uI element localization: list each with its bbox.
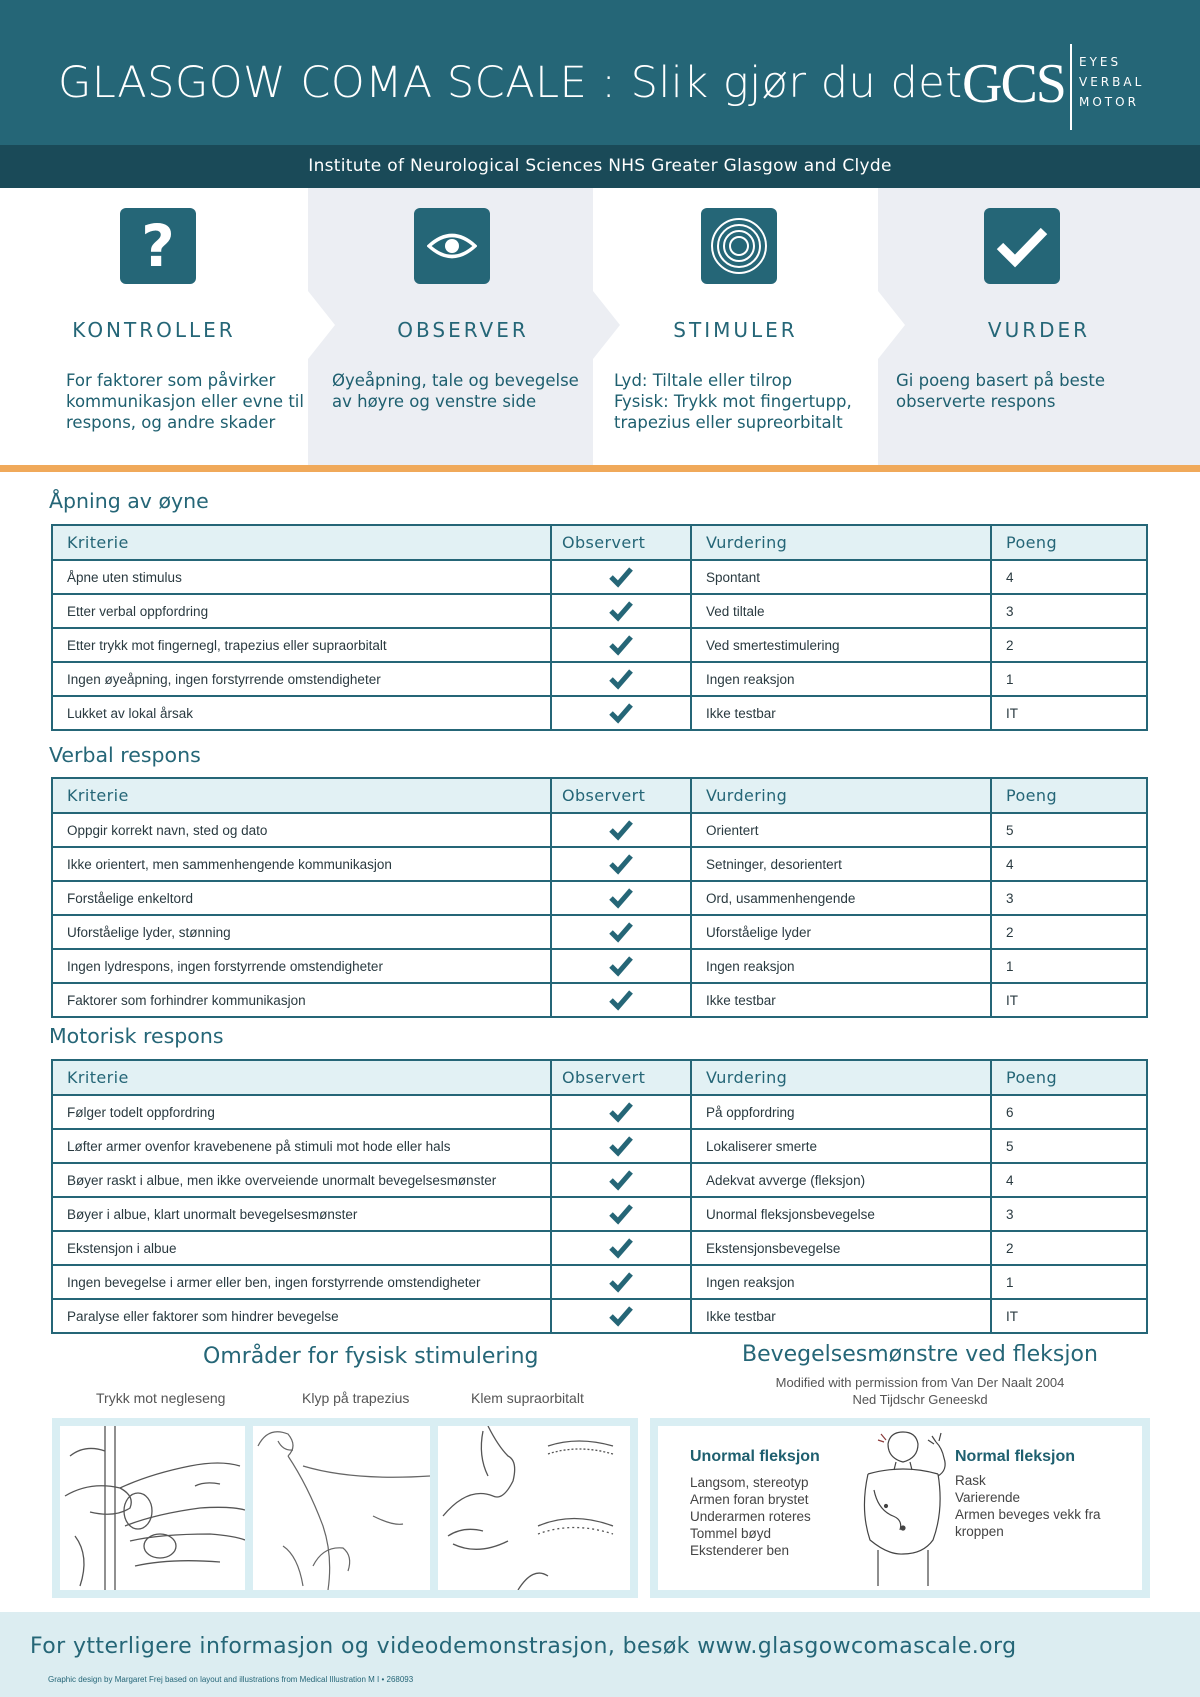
verbal-response-table xyxy=(51,777,1148,1018)
flexion-credit xyxy=(700,1374,1140,1408)
table-row xyxy=(52,1265,1147,1299)
rating-cell: Ingen reaksjon xyxy=(691,1265,991,1299)
photo-label-nailbed: Trykk mot negleseng xyxy=(96,1390,226,1406)
step-title: VURDER xyxy=(987,318,1091,342)
stimulation-illustrations xyxy=(52,1418,638,1598)
column-header-rating: Vurdering xyxy=(691,1060,991,1095)
rating-cell: På oppfordring xyxy=(691,1095,991,1129)
list-item: Tommel bøyd xyxy=(690,1526,772,1541)
step-observer xyxy=(308,188,593,465)
column-header-criteria: Kriterie xyxy=(52,778,551,813)
logo-divider xyxy=(1070,44,1072,130)
observed-cell xyxy=(551,1129,691,1163)
footer-website-text: For ytterligere informasjon og videodemonstrasjon, besøk www.glasgowcomascale.org xyxy=(30,1634,1017,1659)
criteria-cell: Åpne uten stimulus xyxy=(52,560,551,594)
criteria-cell: Følger todelt oppfordring xyxy=(52,1095,551,1129)
target-icon xyxy=(701,208,777,284)
checkmark-icon xyxy=(608,989,634,1011)
score-cell: IT xyxy=(991,1299,1147,1333)
table-row xyxy=(52,1231,1147,1265)
score-cell: 5 xyxy=(991,1129,1147,1163)
section-title-verbal: Verbal respons xyxy=(49,743,201,767)
criteria-cell: Ikke orientert, men sammenhengende kommunikasjon xyxy=(52,847,551,881)
table-header-row xyxy=(52,525,1147,560)
flexion-credit-line2: Ned Tijdschr Geneeskd xyxy=(852,1392,988,1407)
table-row xyxy=(52,915,1147,949)
list-item: kroppen xyxy=(955,1524,1004,1539)
rating-cell: Unormal fleksjonsbevegelse xyxy=(691,1197,991,1231)
score-cell: 2 xyxy=(991,915,1147,949)
checkmark-icon xyxy=(608,1271,634,1293)
list-item: Varierende xyxy=(955,1490,1021,1505)
observed-cell xyxy=(551,696,691,730)
score-cell: 4 xyxy=(991,847,1147,881)
rating-cell: Ingen reaksjon xyxy=(691,949,991,983)
column-header-rating: Vurdering xyxy=(691,525,991,560)
rating-cell: Ved smertestimulering xyxy=(691,628,991,662)
score-cell: IT xyxy=(991,696,1147,730)
checkmark-icon xyxy=(608,955,634,977)
column-header-score: Poeng xyxy=(991,1060,1147,1095)
page-title: GLASGOW COMA SCALE : Slik gjør du det xyxy=(58,58,963,108)
column-header-observed: Observert xyxy=(551,525,691,560)
column-header-criteria: Kriterie xyxy=(52,525,551,560)
checkmark-icon xyxy=(608,1305,634,1327)
step-stimuler xyxy=(593,188,878,465)
table-header-row xyxy=(52,778,1147,813)
nailbed-pressure-illustration xyxy=(60,1426,245,1590)
rating-cell: Ord, usammenhengende xyxy=(691,881,991,915)
flexion-credit-line1: Modified with permission from Van Der Naalt 2004 xyxy=(775,1375,1065,1390)
table-row xyxy=(52,949,1147,983)
checkmark-icon xyxy=(608,702,634,724)
score-cell: 5 xyxy=(991,813,1147,847)
score-cell: 2 xyxy=(991,1231,1147,1265)
rating-cell: Ikke testbar xyxy=(691,1299,991,1333)
checkmark-icon xyxy=(608,600,634,622)
column-header-score: Poeng xyxy=(991,525,1147,560)
checkmark-icon xyxy=(608,668,634,690)
step-vurder xyxy=(878,188,1200,465)
rating-cell: Adekvat avverge (fleksjon) xyxy=(691,1163,991,1197)
logo-word-eyes: EYES xyxy=(1079,55,1122,69)
logo-word-motor: MOTOR xyxy=(1079,95,1139,109)
observed-cell xyxy=(551,813,691,847)
criteria-cell: Bøyer i albue, klart unormalt bevegelsesmønster xyxy=(52,1197,551,1231)
observed-cell xyxy=(551,983,691,1017)
step-kontroller xyxy=(0,188,308,465)
checkmark-icon xyxy=(984,208,1060,284)
checkmark-icon xyxy=(608,566,634,588)
flexion-panel-inner xyxy=(658,1426,1142,1590)
rating-cell: Ingen reaksjon xyxy=(691,662,991,696)
list-item: Armen foran brystet xyxy=(690,1492,809,1507)
criteria-cell: Paralyse eller faktorer som hindrer bevegelse xyxy=(52,1299,551,1333)
table-body xyxy=(52,813,1147,1017)
column-header-criteria: Kriterie xyxy=(52,1060,551,1095)
table-row xyxy=(52,1095,1147,1129)
score-cell: 3 xyxy=(991,594,1147,628)
abnormal-flexion-list xyxy=(690,1474,811,1559)
observed-cell xyxy=(551,1299,691,1333)
table-row xyxy=(52,696,1147,730)
observed-cell xyxy=(551,1095,691,1129)
footer-credit: Graphic design by Margaret Frej based on layout and illustrations from Medical Illustration M I • 268093 xyxy=(48,1675,414,1684)
list-item: Underarmen roteres xyxy=(690,1509,811,1524)
checkmark-icon xyxy=(608,921,634,943)
rating-cell: Spontant xyxy=(691,560,991,594)
list-item: Langsom, stereotyp xyxy=(690,1475,809,1490)
step-description: Øyeåpning, tale og bevegelse av høyre og venstre side xyxy=(332,371,579,411)
rating-cell: Orientert xyxy=(691,813,991,847)
criteria-cell: Etter trykk mot fingernegl, trapezius eller supraorbitalt xyxy=(52,628,551,662)
checkmark-icon xyxy=(608,819,634,841)
criteria-cell: Løfter armer ovenfor kravebenene på stimuli mot hode eller hals xyxy=(52,1129,551,1163)
criteria-cell: Ingen øyeåpning, ingen forstyrrende omstendigheter xyxy=(52,662,551,696)
step-title: KONTROLLER xyxy=(72,318,236,342)
table-row xyxy=(52,628,1147,662)
checkmark-icon xyxy=(608,1203,634,1225)
table-body xyxy=(52,560,1147,730)
normal-flexion-title: Normal fleksjon xyxy=(955,1448,1076,1465)
observed-cell xyxy=(551,628,691,662)
table-row xyxy=(52,983,1147,1017)
abnormal-flexion-title: Unormal fleksjon xyxy=(690,1448,820,1465)
photo-label-supraorbital: Klem supraorbitalt xyxy=(471,1390,584,1406)
photo-label-trapezius: Klyp på trapezius xyxy=(302,1390,410,1406)
column-header-observed: Observert xyxy=(551,778,691,813)
gcs-logo: GCS xyxy=(962,53,1065,115)
step-title: OBSERVER xyxy=(397,318,529,342)
list-item: Armen beveges vekk fra xyxy=(955,1507,1101,1522)
step-title: STIMULER xyxy=(673,318,798,342)
score-cell: 3 xyxy=(991,881,1147,915)
table-body xyxy=(52,1095,1147,1333)
rating-cell: Ekstensjonsbevegelse xyxy=(691,1231,991,1265)
footer xyxy=(0,1612,1200,1697)
step-description: Gi poeng basert på beste observerte respons xyxy=(896,371,1106,411)
observed-cell xyxy=(551,560,691,594)
observed-cell xyxy=(551,881,691,915)
table-row xyxy=(52,1299,1147,1333)
score-cell: IT xyxy=(991,983,1147,1017)
criteria-cell: Ingen bevegelse i armer eller ben, ingen forstyrrende omstendigheter xyxy=(52,1265,551,1299)
motor-response-table xyxy=(51,1059,1148,1334)
score-cell: 1 xyxy=(991,1265,1147,1299)
criteria-cell: Ekstensjon i albue xyxy=(52,1231,551,1265)
flexion-panel xyxy=(650,1418,1150,1598)
logo-words xyxy=(1079,52,1144,112)
observed-cell xyxy=(551,949,691,983)
column-header-score: Poeng xyxy=(991,778,1147,813)
institute-subtitle: Institute of Neurological Sciences NHS Greater Glasgow and Clyde xyxy=(0,145,1200,188)
rating-cell: Ikke testbar xyxy=(691,696,991,730)
rating-cell: Uforståelige lyder xyxy=(691,915,991,949)
steps-panel xyxy=(0,188,1200,465)
observed-cell xyxy=(551,847,691,881)
rating-cell: Ved tiltale xyxy=(691,594,991,628)
score-cell: 4 xyxy=(991,1163,1147,1197)
observed-cell xyxy=(551,662,691,696)
orange-divider xyxy=(0,465,1200,472)
list-item: Rask xyxy=(955,1473,986,1488)
observed-cell xyxy=(551,1197,691,1231)
criteria-cell: Oppgir korrekt navn, sted og dato xyxy=(52,813,551,847)
section-title-motor: Motorisk respons xyxy=(49,1024,224,1048)
header-banner xyxy=(0,0,1200,145)
column-header-observed: Observert xyxy=(551,1060,691,1095)
table-row xyxy=(52,881,1147,915)
supraorbital-pressure-illustration xyxy=(438,1426,630,1590)
observed-cell xyxy=(551,594,691,628)
score-cell: 1 xyxy=(991,662,1147,696)
score-cell: 3 xyxy=(991,1197,1147,1231)
trapezius-pinch-illustration xyxy=(253,1426,430,1590)
table-row xyxy=(52,847,1147,881)
step-description: For faktorer som påvirker kommunikasjon eller evne til respons, og andre skader xyxy=(66,371,304,432)
criteria-cell: Bøyer raskt i albue, men ikke overveiende unormalt bevegelsesmønster xyxy=(52,1163,551,1197)
table-header-row xyxy=(52,1060,1147,1095)
score-cell: 2 xyxy=(991,628,1147,662)
observed-cell xyxy=(551,915,691,949)
checkmark-icon xyxy=(608,853,634,875)
observed-cell xyxy=(551,1231,691,1265)
checkmark-icon xyxy=(608,1135,634,1157)
list-item: Ekstenderer ben xyxy=(690,1543,790,1558)
table-row xyxy=(52,1129,1147,1163)
table-row xyxy=(52,1197,1147,1231)
stimulation-title: Områder for fysisk stimulering xyxy=(203,1344,539,1369)
eye-opening-table xyxy=(51,524,1148,731)
observed-cell xyxy=(551,1163,691,1197)
flexion-figure-illustration xyxy=(848,1430,958,1586)
score-cell: 4 xyxy=(991,560,1147,594)
criteria-cell: Faktorer som forhindrer kommunikasjon xyxy=(52,983,551,1017)
checkmark-icon xyxy=(608,1169,634,1191)
rating-cell: Ikke testbar xyxy=(691,983,991,1017)
flexion-title: Bevegelsesmønstre ved fleksjon xyxy=(742,1342,1098,1367)
criteria-cell: Ingen lydrespons, ingen forstyrrende omstendigheter xyxy=(52,949,551,983)
observed-cell xyxy=(551,1265,691,1299)
checkmark-icon xyxy=(608,887,634,909)
table-row xyxy=(52,813,1147,847)
table-row xyxy=(52,662,1147,696)
score-cell: 6 xyxy=(991,1095,1147,1129)
score-cell: 1 xyxy=(991,949,1147,983)
checkmark-icon xyxy=(608,1237,634,1259)
checkmark-icon xyxy=(608,634,634,656)
table-row xyxy=(52,560,1147,594)
logo-word-verbal: VERBAL xyxy=(1079,75,1145,89)
eye-icon xyxy=(414,208,490,284)
table-row xyxy=(52,1163,1147,1197)
normal-flexion-list xyxy=(955,1472,1101,1540)
question-icon: ? xyxy=(120,208,196,284)
rating-cell: Setninger, desorientert xyxy=(691,847,991,881)
step-description: Lyd: Tiltale eller tilrop Fysisk: Trykk mot fingertupp, trapezius eller supreorbitalt xyxy=(614,371,852,432)
section-title-eye: Åpning av øyne xyxy=(49,489,209,513)
rating-cell: Lokaliserer smerte xyxy=(691,1129,991,1163)
criteria-cell: Lukket av lokal årsak xyxy=(52,696,551,730)
column-header-rating: Vurdering xyxy=(691,778,991,813)
criteria-cell: Etter verbal oppfordring xyxy=(52,594,551,628)
table-row xyxy=(52,594,1147,628)
criteria-cell: Uforståelige lyder, stønning xyxy=(52,915,551,949)
checkmark-icon xyxy=(608,1101,634,1123)
criteria-cell: Forståelige enkeltord xyxy=(52,881,551,915)
